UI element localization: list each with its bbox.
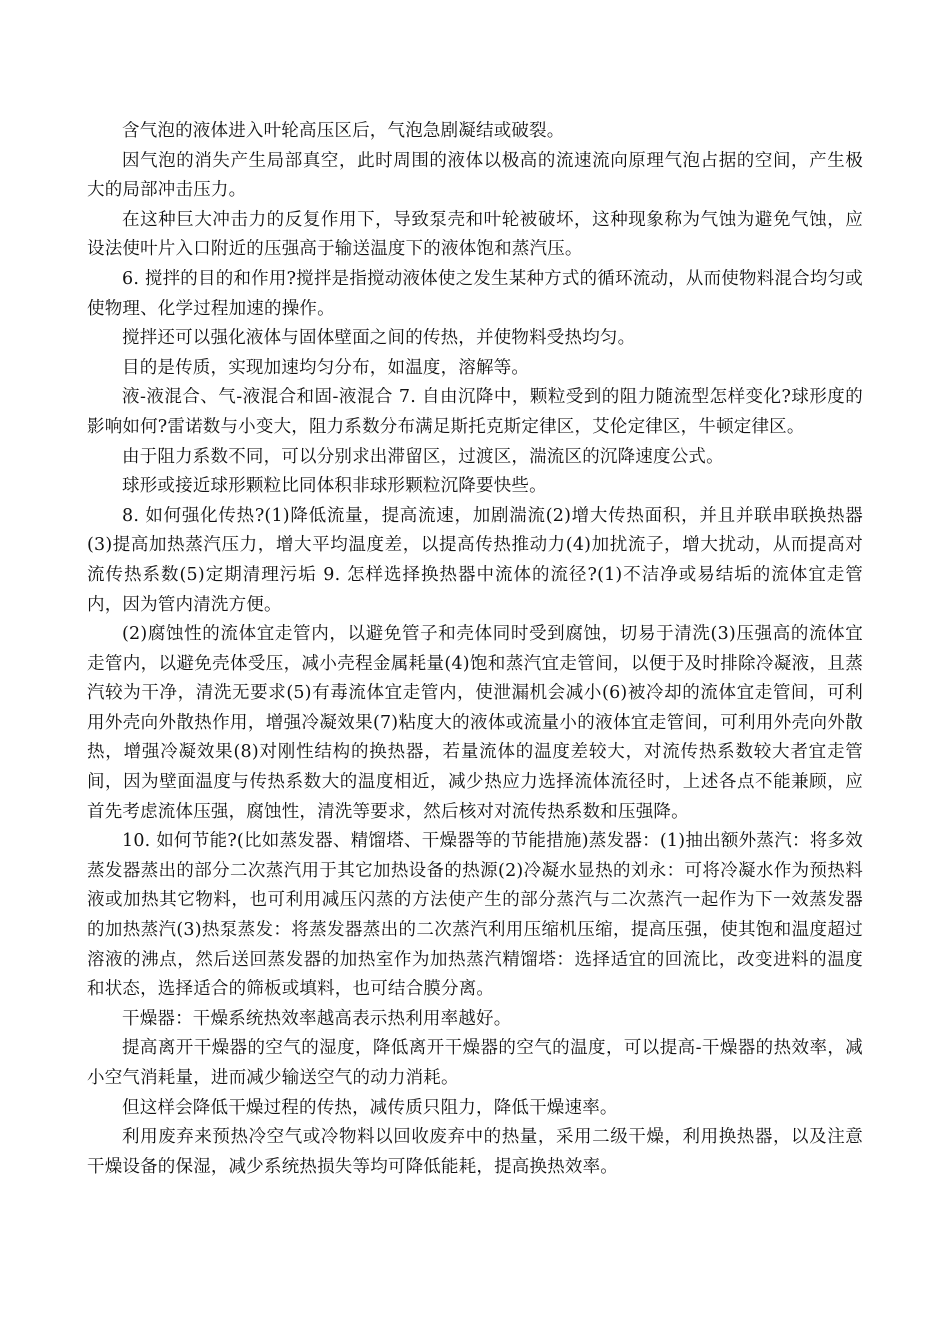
paragraph: 目的是传质，实现加速均匀分布，如温度，溶解等。 [122,357,530,378]
document-body [87,117,863,1182]
paragraph: 6. 搅拌的目的和作用?搅拌是指搅动液体使之发生某种方式的循环流动，从而使物料混合均匀或使物理、化学过程加速的操作。 [87,268,863,319]
paragraph: 在这种巨大冲击力的反复作用下，导致泵壳和叶轮被破坏，这种现象称为气蚀为避免气蚀，应设法使叶片入口附近的压强高于输送温度下的液体饱和蒸汽压。 [87,209,863,260]
paragraph: 液-液混合、气-液混合和固-液混合 7. 自由沉降中，颗粒受到的阻力随流型怎样变化?球形度的影响如何?雷诺数与小变大，阻力系数分布满足斯托克斯定律区，艾伦定律区，牛顿定律区。 [87,387,863,437]
paragraph: 提高离开干燥器的空气的湿度，降低离开干燥器的空气的温度，可以提高-干燥器的热效率，减小空气消耗量，进而减少输送空气的动力消耗。 [87,1038,863,1088]
paragraph: 8. 如何强化传热?(1)降低流量，提高流速，加剧湍流(2)增大传热面积，并且并联串联换热器(3)提高加热蒸汽压力，增大平均温度差，以提高传热推动力(4)加扰流子，增大扰动，从而提高对流传热系数(5)定期清理污垢 9. 怎样选择换热器中流体的流径?(1)不洁净或易结垢的流体宜走管内，因为管内清洗方便。 [87,505,863,615]
paragraph: 但这样会降低干燥过程的传热，减传质只阻力，降低干燥速率。 [122,1097,618,1118]
paragraph: 含气泡的液体进入叶轮高压区后，气泡急剧凝结或破裂。 [122,121,565,141]
paragraph: 搅拌还可以强化液体与固体壁面之间的传热，并使物料受热均匀。 [122,328,636,349]
paragraph: (2)腐蚀性的流体宜走管内，以避免管子和壳体同时受到腐蚀，切易于清洗(3)压强高的流体宜走管内，以避免壳体受压，减小壳程金属耗量(4)饱和蒸汽宜走管间，以便于及时排除冷凝液，且蒸汽较为干净，清洗无要求(5)有毒流体宜走管内，使泄漏机会减小(6)被冷却的流体宜走管间，可利用外壳向外散热作用，增强冷凝效果(7)粘度大的液体或流量小的液体宜走管间，可利用外壳向外散热，增强冷凝效果(8)对刚性结构的换热器，若量流体的温度差较大，对流传热系数较大者宜走管间，因为壁面温度与传热系数大的温度相近，减少热应力选择流体流径时，上述各点不能兼顾，应首先考虑流体压强，腐蚀性，清洗等要求，然后核对对流传热系数和压强降。 [87,624,863,822]
paragraph: 10. 如何节能?(比如蒸发器、精馏塔、干燥器等的节能措施)蒸发器：(1)抽出额外蒸汽：将多效蒸发器蒸出的部分二次蒸汽用于其它加热设备的热源(2)冷凝水显热的刘永：可将冷凝水作为预热料液或加热其它物料，也可利用减压闪蒸的方法使产生的部分蒸汽与二次蒸汽一起作为下一效蒸发器的加热蒸汽(3)热泵蒸发：将蒸发器蒸出的二次蒸汽利用压缩机压缩，提高压强，使其饱和温度超过溶液的沸点，然后送回蒸发器的加热室作为加热蒸汽精馏塔：选择适宜的回流比，改变进料的温度和状态，选择适合的筛板或填料，也可结合膜分离。 [87,831,863,1000]
paragraph: 由于阻力系数不同，可以分别求出滞留区，过渡区，湍流区的沉降速度公式。 [122,446,724,467]
paragraph: 球形或接近球形颗粒比同体积非球形颗粒沉降要快些。 [122,476,547,497]
paragraph: 利用废弃来预热冷空气或冷物料以回收废弃中的热量，采用二级干燥，利用换热器，以及注意干燥设备的保湿，减少系统热损失等均可降低能耗，提高换热效率。 [87,1127,863,1177]
paragraph: 因气泡的消失产生局部真空，此时周围的液体以极高的流速流向原理气泡占据的空间，产生极大的局部冲击压力。 [87,150,863,201]
paragraph: 干燥器：干燥系统热效率越高表示热利用率越好。 [122,1008,512,1029]
